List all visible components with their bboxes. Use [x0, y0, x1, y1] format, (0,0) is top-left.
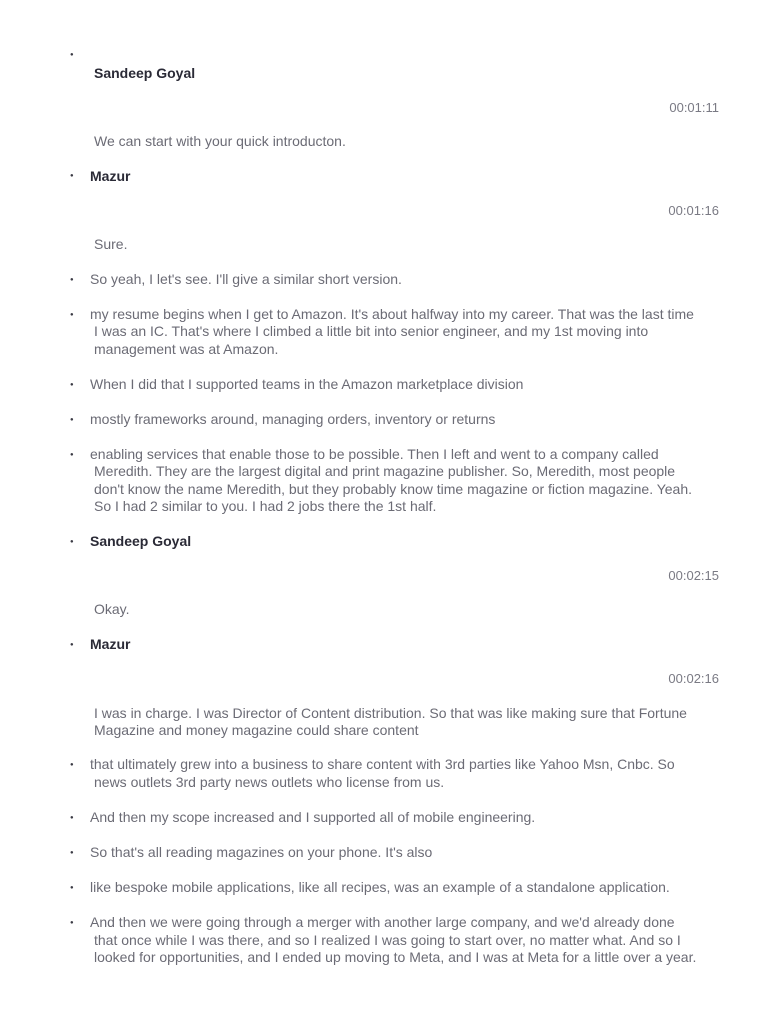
- list-item-text: So that's all reading magazines on your phone. It's also: [90, 844, 433, 860]
- bullet-icon: [70, 920, 76, 926]
- list-item-text: So yeah, I let's see. I'll give a similar short version.: [90, 271, 402, 287]
- list-item-text: don't know the name Meredith, but they probably know time magazine or fiction magazine. Yeah.: [94, 481, 693, 497]
- speaker-name: Mazur: [90, 636, 131, 652]
- timestamp: 00:01:16: [668, 203, 719, 218]
- bullet-icon: [70, 277, 76, 283]
- list-item-text: When I did that I supported teams in the Amazon marketplace division: [90, 376, 524, 392]
- bullet-icon: [70, 417, 76, 423]
- bullet-icon: [70, 539, 76, 545]
- list-item-text: So I had 2 similar to you. I had 2 jobs there the 1st half.: [94, 498, 437, 514]
- timestamp: 00:01:11: [669, 100, 719, 115]
- bullet-icon: [70, 885, 76, 891]
- list-item-text: I was an IC. That's where I climbed a little bit into senior engineer, and my 1st moving into: [94, 323, 649, 339]
- list-item-text: my resume begins when I get to Amazon. It's about halfway into my career. That was the last time: [90, 306, 694, 322]
- utterance-text: Okay.: [94, 601, 130, 617]
- list-item-text: And then we were going through a merger with another large company, and we'd already done: [90, 914, 675, 930]
- utterance-text: Sure.: [94, 236, 128, 252]
- utterance-text: Magazine and money magazine could share content: [94, 722, 419, 738]
- bullet-icon: [70, 642, 76, 648]
- bullet-icon: [70, 52, 76, 58]
- bullet-icon: [70, 815, 76, 821]
- list-item-text: that once while I was there, and so I realized I was going to start over, no matter what. And so I: [94, 932, 681, 948]
- list-item-text: like bespoke mobile applications, like all recipes, was an example of a standalone application.: [90, 879, 670, 895]
- speaker-name: Sandeep Goyal: [94, 65, 196, 81]
- list-item-text: And then my scope increased and I supported all of mobile engineering.: [90, 809, 536, 825]
- list-item-text: enabling services that enable those to be possible. Then I left and went to a company called: [90, 446, 659, 462]
- list-item-text: management was at Amazon.: [94, 341, 279, 357]
- utterance-text: I was in charge. I was Director of Content distribution. So that was like making sure that Fortune: [94, 705, 687, 721]
- bullet-icon: [70, 850, 76, 856]
- list-item-text: Meredith. They are the largest digital and print magazine publisher. So, Meredith, most people: [94, 463, 676, 479]
- bullet-icon: [70, 762, 76, 768]
- bullet-icon: [70, 452, 76, 458]
- speaker-name: Mazur: [90, 168, 131, 184]
- utterance-text: We can start with your quick introducton.: [94, 133, 346, 149]
- speaker-name: Sandeep Goyal: [90, 533, 192, 549]
- list-item-text: mostly frameworks around, managing orders, inventory or returns: [90, 411, 496, 427]
- bullet-icon: [70, 173, 76, 179]
- bullet-icon: [70, 312, 76, 318]
- timestamp: 00:02:16: [668, 671, 719, 686]
- list-item-text: that ultimately grew into a business to share content with 3rd parties like Yahoo Msn, Cnbc. So: [90, 756, 675, 772]
- list-item-text: looked for opportunities, and I ended up moving to Meta, and I was at Meta for a little over a year.: [94, 949, 697, 965]
- timestamp: 00:02:15: [668, 568, 719, 583]
- list-item-text: news outlets 3rd party news outlets who license from us.: [94, 774, 445, 790]
- bullet-icon: [70, 382, 76, 388]
